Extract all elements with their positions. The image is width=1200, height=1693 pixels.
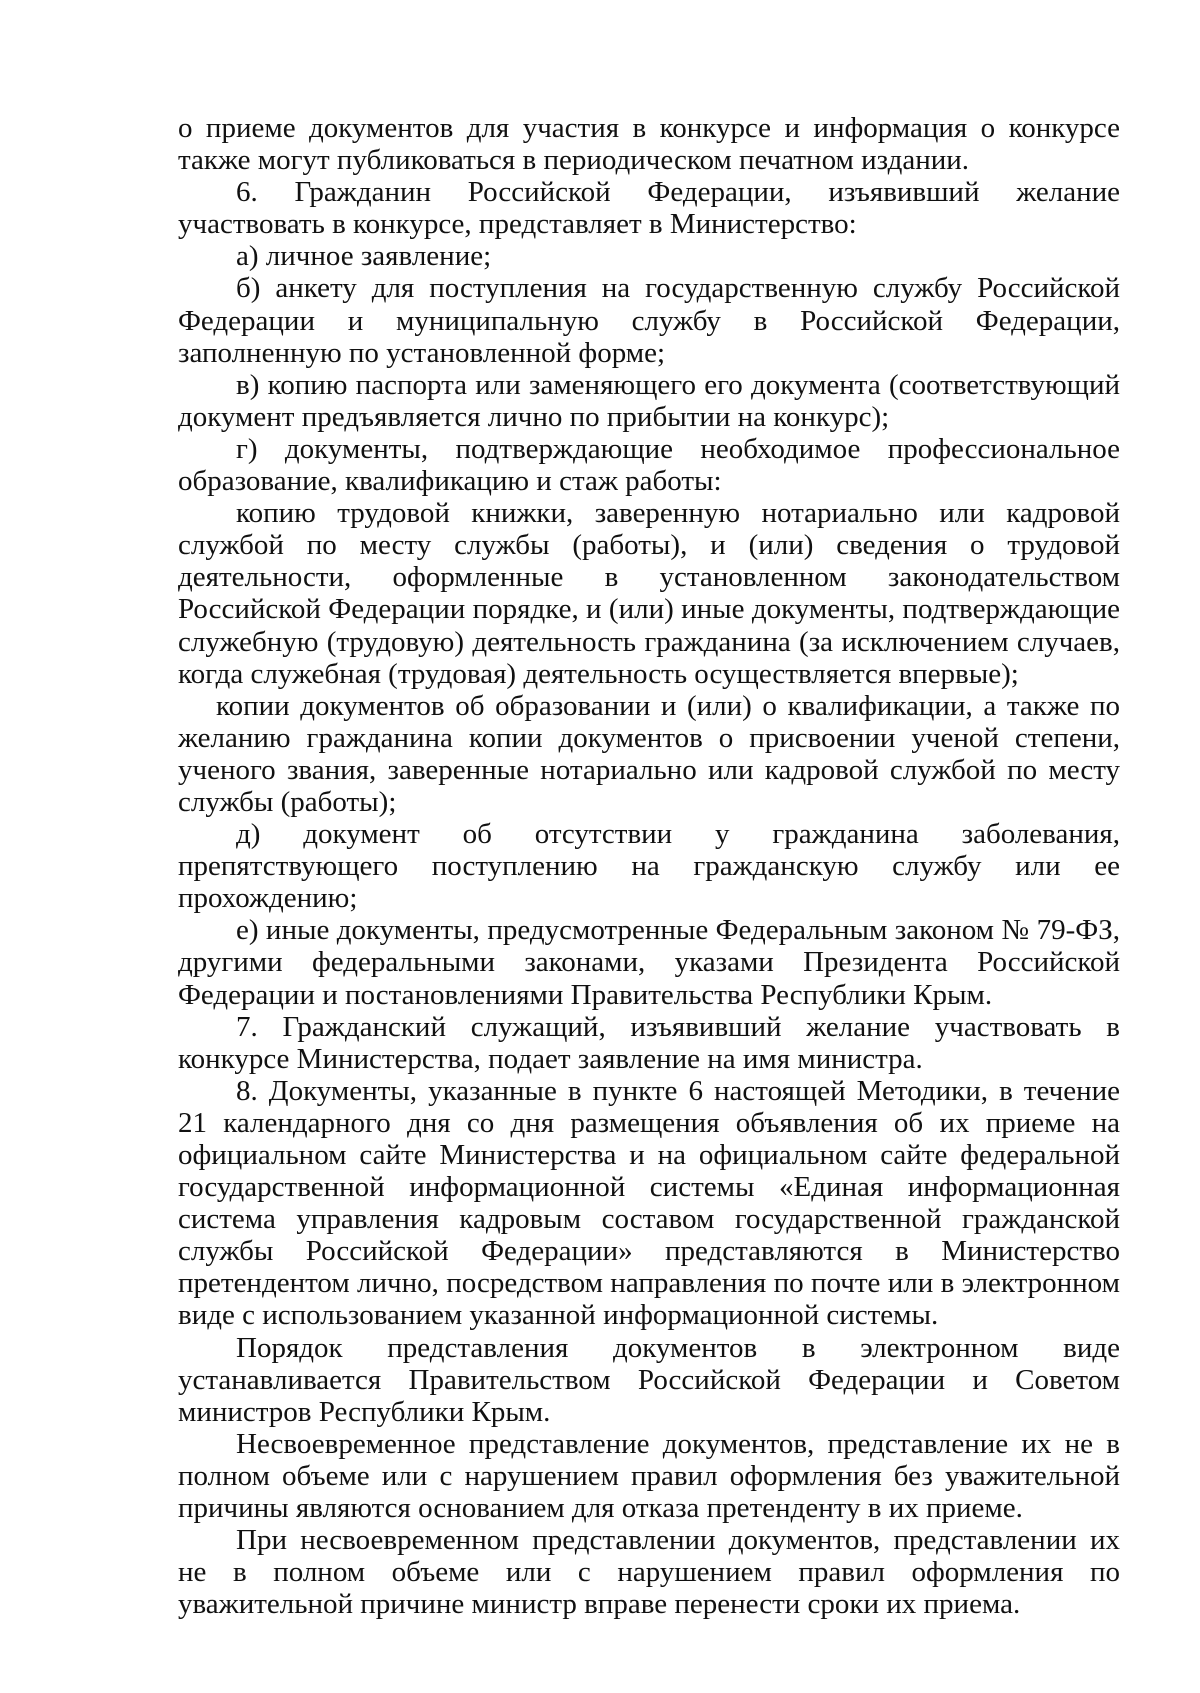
paragraph-employment-record: копию трудовой книжки, заверенную нотариально или кадровой службой по месту службы (работы), и (или) сведения о трудовой деятельности, оформленные в установленном законодательством Российской Федерации порядке, и (или) иные документы, подтверждающие служебную (трудовую) деятельность гражданина (за исключением случаев, когда служебная (трудовая) деятельность осуществляется впервые); bbox=[178, 497, 1120, 690]
paragraph-subitem-g: г) документы, подтверждающие необходимое профессиональное образование, квалификацию и стаж работы: bbox=[178, 432, 1120, 498]
paragraph-deadline-extension: При несвоевременном представлении документов, представлении их не в полном объеме или с нарушением правил оформления по уважительной причине министр вправе перенести сроки их приема. bbox=[178, 1524, 1120, 1621]
paragraph-electronic-procedure: Порядок представления документов в электронном виде устанавливается Правительством Российской Федерации и Советом министров Республики Крым. bbox=[178, 1331, 1120, 1428]
paragraph-item-7: 7. Гражданский служащий, изъявивший желание участвовать в конкурсе Министерства, подает заявление на имя министра. bbox=[178, 1010, 1120, 1075]
paragraph-refusal-grounds: Несвоевременное представление документов, представление их не в полном объеме или с нарушением правил оформления без уважительной причины являются основанием для отказа претенденту в их приеме. bbox=[178, 1427, 1120, 1525]
paragraph-subitem-a: а) личное заявление; bbox=[236, 240, 492, 273]
paragraph-item-6: 6. Гражданин Российской Федерации, изъявивший желание участвовать в конкурсе, представляет в Министерство: bbox=[178, 176, 1120, 241]
document-body bbox=[178, 112, 1120, 1620]
paragraph-subitem-b: б) анкету для поступления на государственную службу Российской Федерации и муниципальную службу в Российской Федерации, заполненную по установленной форме; bbox=[178, 272, 1120, 369]
paragraph-subitem-v: в) копию паспорта или заменяющего его документа (соответствующий документ предъявляется лично по прибытии на конкурс); bbox=[178, 368, 1120, 433]
paragraph-subitem-e: е) иные документы, предусмотренные Федеральным законом № 79-ФЗ, другими федеральными законами, указами Президента Российской Федерации и постановлениями Правительства Республики Крым. bbox=[178, 914, 1120, 1011]
paragraph-subitem-d: д) документ об отсутствии у гражданина заболевания, препятствующего поступлению на гражданскую службу или ее прохождению; bbox=[178, 818, 1120, 915]
paragraph-item-8: 8. Документы, указанные в пункте 6 настоящей Методики, в течение 21 календарного дня со дня размещения объявления об их приеме на официальном сайте Министерства и на официальном сайте федеральной государственной информационной системы «Единая информационная система управления кадровым составом государственной гражданской службы Российской Федерации» представляются в Министерство претендентом лично, посредством направления по почте или в электронном виде с использованием указанной информационной системы. bbox=[178, 1074, 1120, 1332]
paragraph-continuation: о приеме документов для участия в конкурсе и информация о конкурсе также могут публиковаться в периодическом печатном издании. bbox=[178, 112, 1120, 177]
paragraph-education-copies: копии документов об образовании и (или) о квалификации, а также по желанию гражданина копии документов о присвоении ученой степени, ученого звания, заверенные нотариально или кадровой службой по месту службы (работы); bbox=[178, 689, 1120, 818]
